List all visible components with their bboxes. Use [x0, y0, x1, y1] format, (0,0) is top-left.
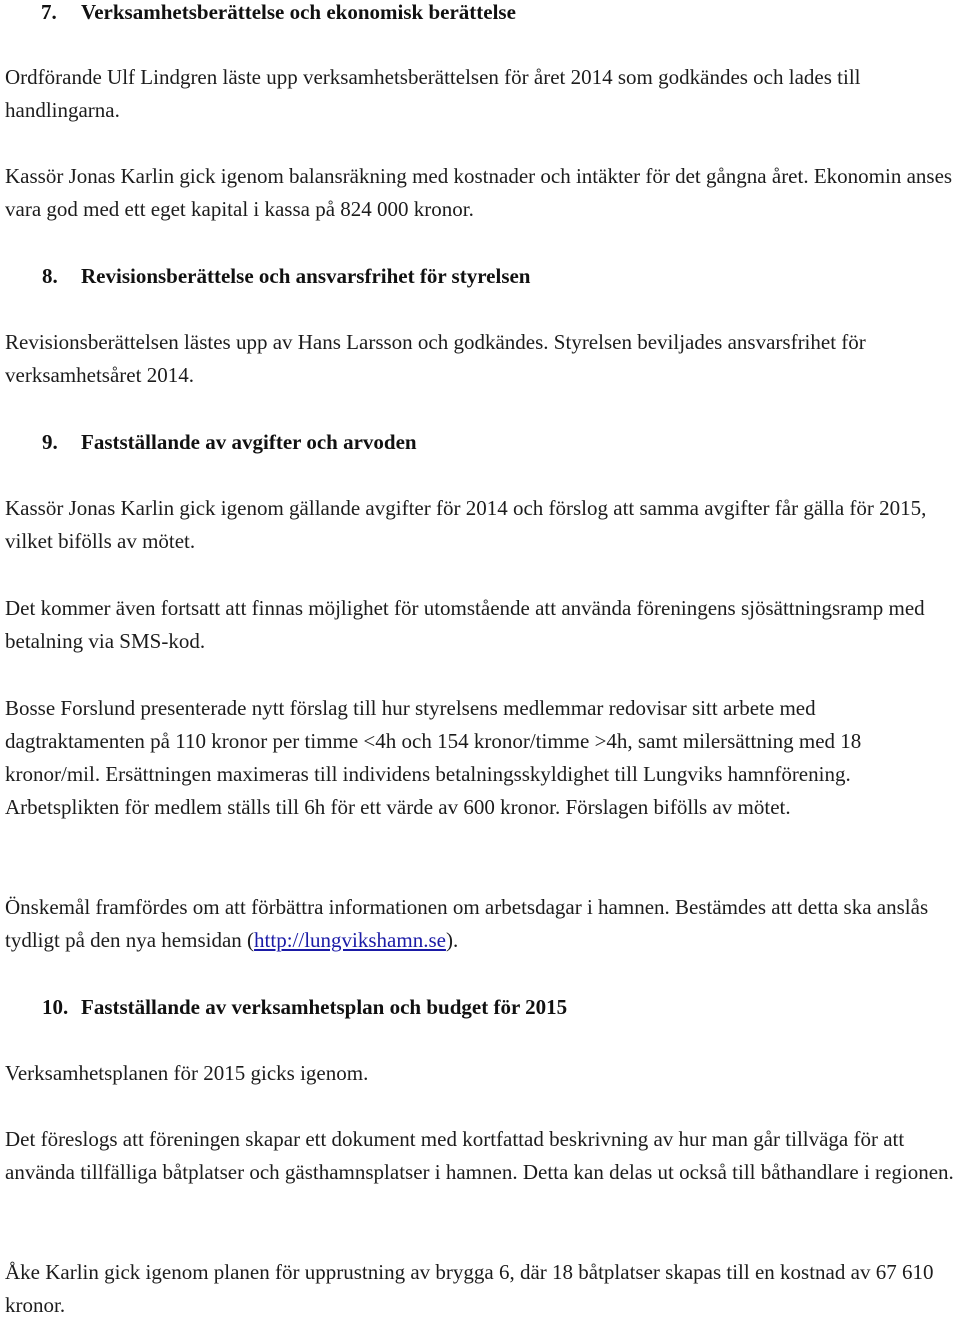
section-9-heading [42, 428, 942, 456]
paragraph: Ordförande Ulf Lindgren läste upp verksamhetsberättelsen för året 2014 som godkändes och lades till handlingarna. [5, 65, 861, 122]
paragraph [5, 891, 957, 957]
section-title: Revisionsberättelse och ansvarsfrihet för styrelsen [81, 264, 531, 288]
section-number: 8. [42, 264, 58, 288]
section-8-heading [42, 262, 942, 290]
paragraph: Åke Karlin gick igenom planen för upprustning av brygga 6, där 18 båtplatser skapas till en kostnad av 67 610 kronor. [5, 1260, 934, 1317]
paragraph: Det kommer även fortsatt att finnas möjlighet för utomstående att använda föreningens sjösättningsramp med betalning via SMS-kod. [5, 596, 925, 653]
paragraph: Kassör Jonas Karlin gick igenom balansräkning med kostnader och intäkter för det gångna året. Ekonomin anses vara god med ett eget kapital i kassa på 824 000 kronor. [5, 164, 953, 221]
paragraph: Det föreslogs att föreningen skapar ett dokument med kortfattad beskrivning av hur man går tillväga för att använda tillfälliga båtplatser och gästhamnsplatser i hamnen. Detta kan delas ut också till båthandlare i regionen. [5, 1127, 954, 1184]
paragraph: Verksamhetsplanen för 2015 gicks igenom. [5, 1061, 369, 1085]
paragraph: Bosse Forslund presenterade nytt förslag till hur styrelsens medlemmar redovisar sitt arbete med dagtraktamenten på 110 kronor per timme <4h och 154 kronor/timme >4h, samt milersättning med 18 kronor/mil. Ersättningen maximeras till individens betalningsskyldighet till Lungviks hamnförening. Arbetsplikten för medlem ställs till 6h för ett värde av 600 kronor. Förslagen bifölls av mötet. [5, 696, 862, 819]
section-number: 7. [41, 0, 57, 24]
paragraph-text: Önskemål framfördes om att förbättra informationen om arbetsdagar i hamnen. Bestämdes att detta ska anslås tydligt på den nya hemsidan ( [5, 895, 929, 952]
paragraph: Kassör Jonas Karlin gick igenom gällande avgifter för 2014 och förslog att samma avgifter får gälla för 2015, vilket bifölls av mötet. [5, 496, 927, 553]
section-title: Fastställande av verksamhetsplan och budget för 2015 [81, 995, 568, 1019]
paragraph: Revisionsberättelsen lästes upp av Hans Larsson och godkändes. Styrelsen beviljades ansvarsfrihet för verksamhetsåret 2014. [5, 330, 866, 387]
website-link[interactable]: http://lungvikshamn.se [254, 928, 446, 952]
section-number: 10. [42, 995, 69, 1019]
section-title: Verksamhetsberättelse och ekonomisk berättelse [81, 0, 516, 24]
paragraph-text: ). [445, 928, 459, 952]
section-number: 9. [42, 430, 58, 454]
section-title: Fastställande av avgifter och arvoden [81, 430, 417, 454]
section-7-heading [41, 0, 941, 26]
section-10-heading [42, 993, 942, 1021]
